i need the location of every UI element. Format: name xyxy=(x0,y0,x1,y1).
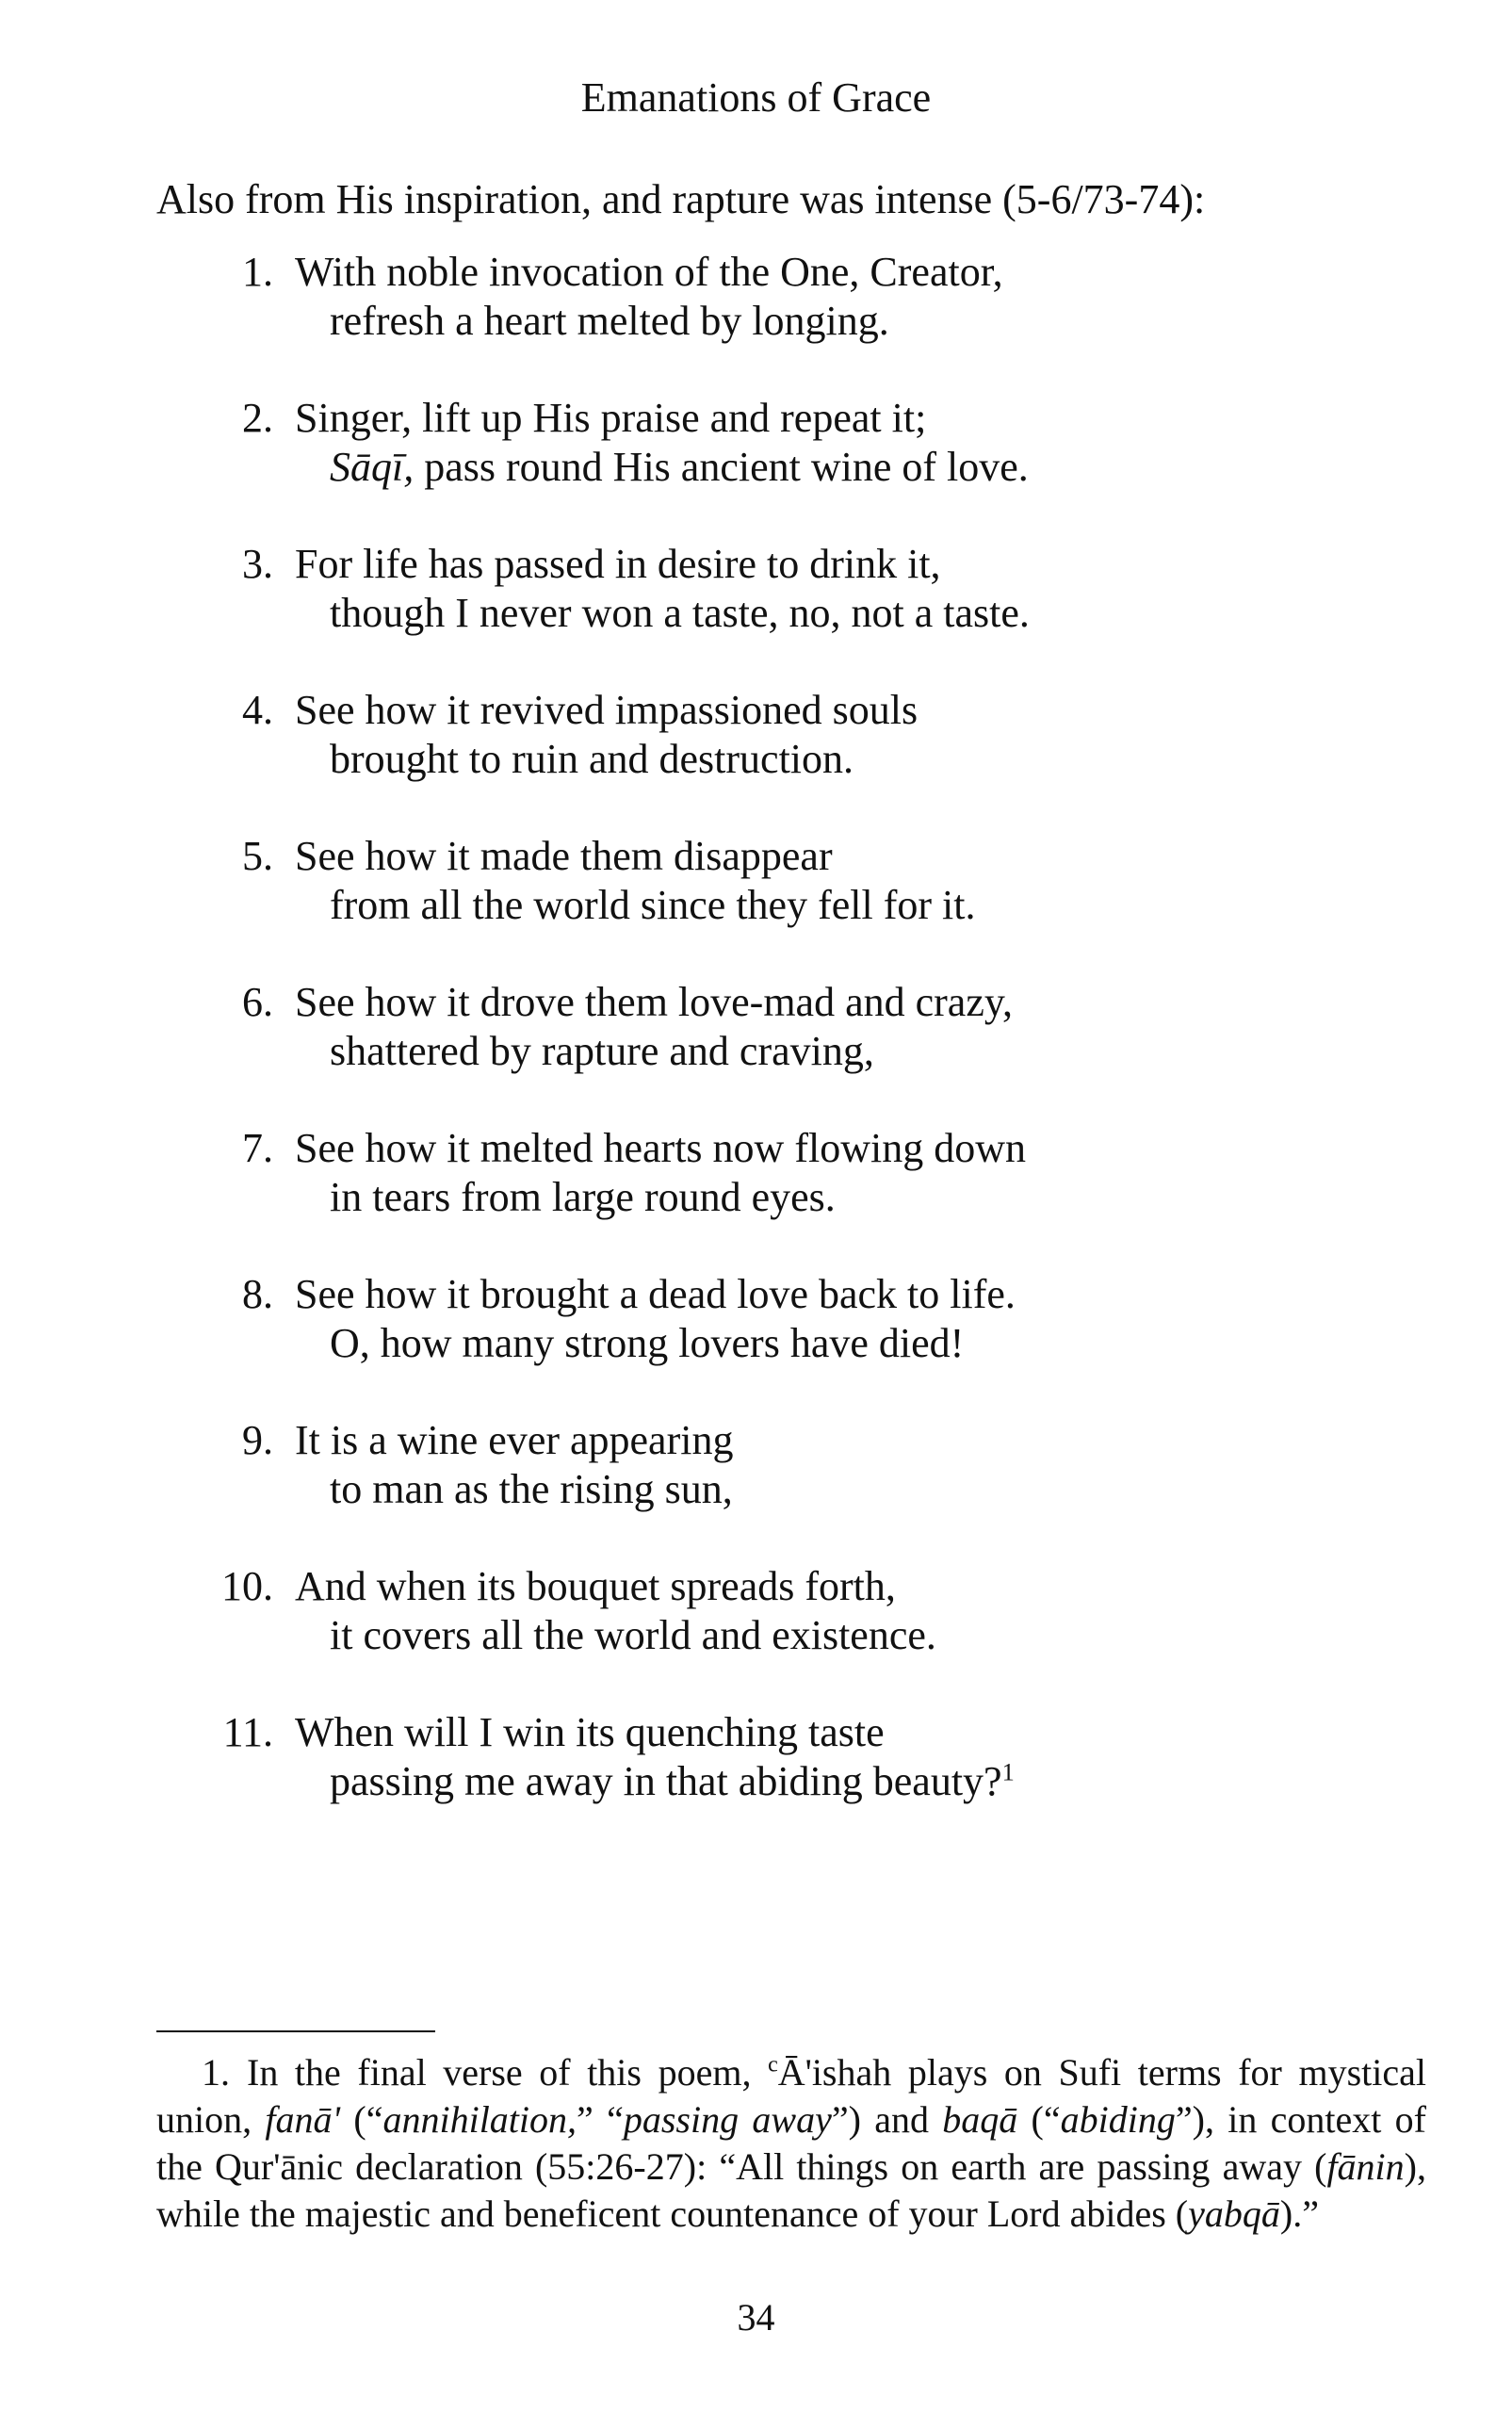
verse-line-2: shattered by rapture and craving, xyxy=(330,1028,874,1074)
stanza-6 xyxy=(0,978,1512,1082)
stanza-number: 2. xyxy=(242,395,273,441)
verse-line-2-text: passing me away in that abiding beauty? xyxy=(330,1758,1002,1804)
footnote-text: (“ xyxy=(340,2098,383,2141)
footnote-text: (“ xyxy=(1017,2098,1061,2141)
stanza-number: 5. xyxy=(242,833,273,879)
italic-term: annihilation, xyxy=(382,2098,577,2141)
footnote-text: Ā'ishah plays on Sufi terms for mystical union, xyxy=(156,2051,1426,2141)
stanza-11 xyxy=(0,1708,1512,1812)
stanza-3 xyxy=(0,540,1512,644)
italic-term: Sāqī, xyxy=(330,444,415,490)
footnote xyxy=(156,2049,1426,2238)
stanza-10 xyxy=(0,1562,1512,1666)
footnote-number: 1. xyxy=(202,2051,230,2094)
stanza-number: 3. xyxy=(242,541,273,587)
stanza-number: 10. xyxy=(221,1563,273,1609)
stanza-number: 1. xyxy=(242,249,273,295)
stanza-4 xyxy=(0,686,1512,790)
verse-line-1: Singer, lift up His praise and repeat it; xyxy=(295,395,927,441)
verse-line-1: With noble invocation of the One, Creator, xyxy=(295,249,1003,295)
verse-line-1: For life has passed in desire to drink it, xyxy=(295,541,941,587)
stanza-8 xyxy=(0,1270,1512,1374)
verse-line-2: in tears from large round eyes. xyxy=(330,1174,836,1220)
stanza-5 xyxy=(0,832,1512,936)
footnote-reference: 1 xyxy=(1001,1757,1015,1786)
verse-line-2: brought to ruin and destruction. xyxy=(330,736,854,782)
verse-line-1: When will I win its quenching taste xyxy=(295,1709,885,1755)
poem-intro: Also from His inspiration, and rapture was intense (5-6/73-74): xyxy=(156,176,1206,222)
verse-line-2: from all the world since they fell for it. xyxy=(330,882,976,928)
footnote-text: ), while the majestic and beneficent countenance of your Lord abides ( xyxy=(156,2145,1426,2235)
footnote-text: ” “ xyxy=(577,2098,624,2141)
verse-line-2 xyxy=(330,443,1029,492)
italic-term: yabqā xyxy=(1188,2192,1280,2235)
italic-term: passing away xyxy=(623,2098,832,2141)
verse-line-2: to man as the rising sun, xyxy=(330,1466,733,1512)
stanza-9 xyxy=(0,1416,1512,1520)
verse-line-2-text: pass round His ancient wine of love. xyxy=(414,444,1029,490)
stanza-number: 11. xyxy=(222,1709,273,1755)
footnote-text: ”) and xyxy=(831,2098,943,2141)
stanza-7 xyxy=(0,1124,1512,1228)
verse-line-1: It is a wine ever appearing xyxy=(295,1417,734,1463)
verse-line-1: And when its bouquet spreads forth, xyxy=(295,1563,896,1609)
verse-line-1: See how it revived impassioned souls xyxy=(295,687,919,733)
stanza-2 xyxy=(0,394,1512,497)
verse-line-1: See how it made them disappear xyxy=(295,833,833,879)
italic-term: abiding xyxy=(1060,2098,1176,2141)
footnote-text: ”), in context of the Qur'ānic declaration (55:26-27): “All things on earth are passing away ( xyxy=(156,2098,1427,2188)
stanza-number: 6. xyxy=(242,979,273,1025)
page-number: 34 xyxy=(737,2296,775,2339)
ayn-mark: c xyxy=(768,2052,778,2078)
footnote-text: ).” xyxy=(1279,2192,1319,2235)
verse-line-1: See how it drove them love-mad and crazy, xyxy=(295,979,1013,1025)
verse-line-1: See how it melted hearts now flowing down xyxy=(295,1125,1026,1171)
stanza-number: 9. xyxy=(242,1417,273,1463)
stanza-number: 8. xyxy=(242,1271,273,1317)
footnote-divider xyxy=(156,2030,435,2032)
verse-line-2: O, how many strong lovers have died! xyxy=(330,1320,965,1366)
verse-line-1: See how it brought a dead love back to life. xyxy=(295,1271,1016,1317)
verse-line-2 xyxy=(330,1757,1015,1806)
italic-term: baqā xyxy=(942,2098,1018,2141)
verse-line-2: it covers all the world and existence. xyxy=(330,1612,936,1658)
stanza-number: 7. xyxy=(242,1125,273,1171)
verse-line-2: though I never won a taste, no, not a taste. xyxy=(330,590,1030,636)
stanza-1 xyxy=(0,248,1512,351)
italic-term: fānin xyxy=(1326,2145,1405,2188)
running-head: Emanations of Grace xyxy=(580,74,932,121)
verse-line-2: refresh a heart melted by longing. xyxy=(330,298,889,344)
footnote-text: In the final verse of this poem, xyxy=(247,2051,769,2094)
italic-term: fanā' xyxy=(265,2098,341,2141)
stanza-number: 4. xyxy=(242,687,273,733)
